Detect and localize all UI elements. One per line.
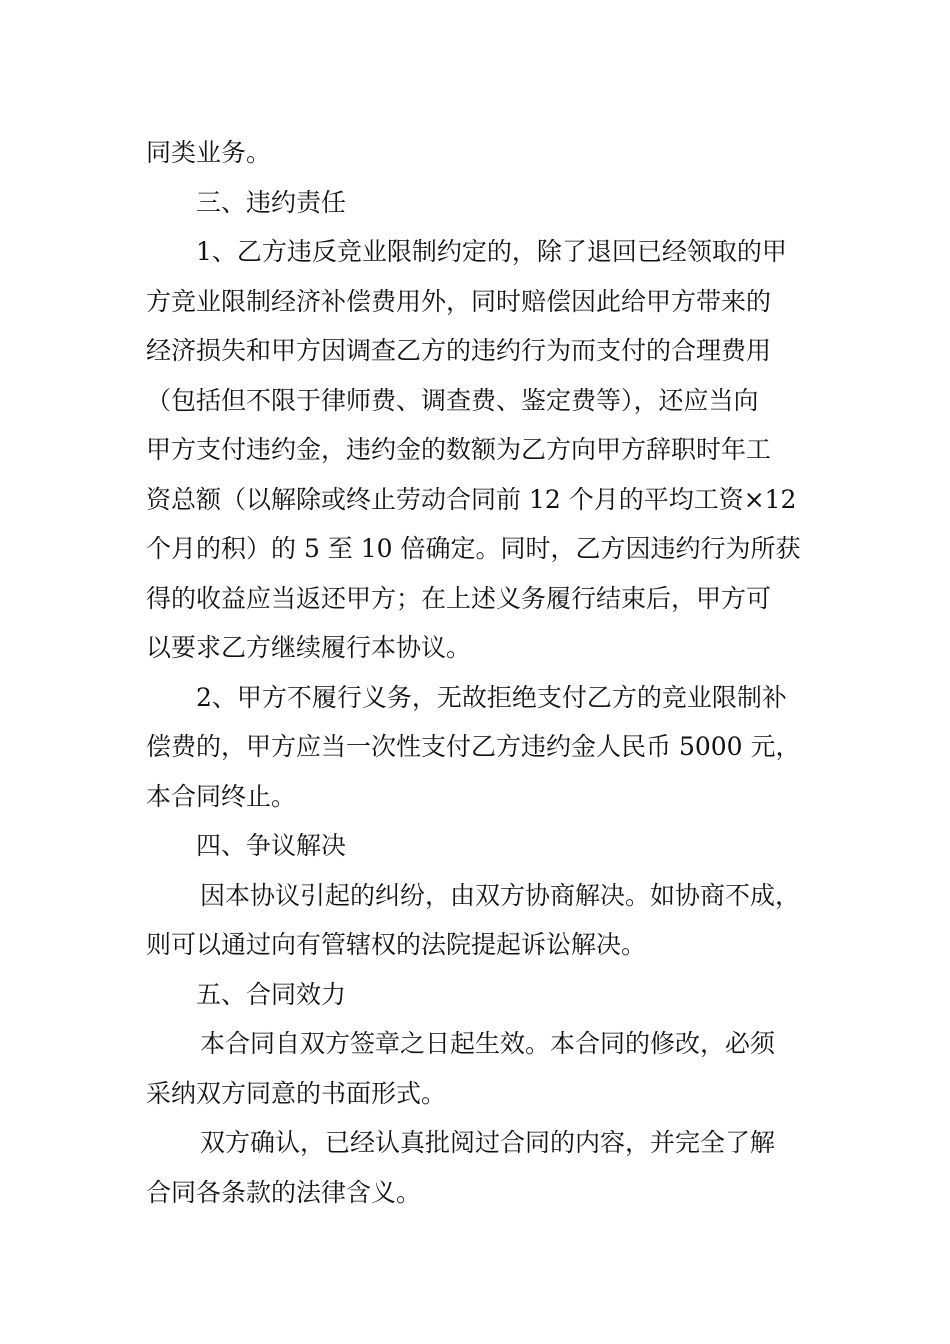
text-line: 资总额（以解除或终止劳动合同前 12 个月的平均工资×12 [146, 484, 797, 514]
text-line: 双方确认，已经认真批阅过合同的内容，并完全了解 [200, 1128, 776, 1157]
text-line: 方竞业限制经济补偿费用外，同时赔偿因此给甲方带来的 [146, 286, 772, 316]
text-line: 甲方支付违约金，违约金的数额为乙方向甲方辞职时年工 [146, 435, 772, 464]
text-line: 1、乙方违反竞业限制约定的，除了退回已经领取的甲 [196, 237, 787, 266]
text-line: 本合同终止。 [146, 781, 297, 811]
text-line: 个月的积）的 5 至 10 倍确定。同时，乙方因违约行为所获 [146, 534, 801, 563]
text-line: 得的收益应当返还甲方；在上述义务履行结束后，甲方可 [146, 583, 772, 613]
text-line: 则可以通过向有管辖权的法院提起诉讼解决。 [146, 930, 647, 959]
text-line: 以要求乙方继续履行本协议。 [146, 633, 472, 662]
text-line: （包括但不限于律师费、调查费、鉴定费等），还应当向 [146, 385, 759, 415]
text-line: 因本协议引起的纠纷，由双方协商解决。如协商不成， [200, 880, 801, 910]
text-line: 合同各条款的法律含义。 [146, 1177, 422, 1207]
text-line: 本合同自双方签章之日起生效。本合同的修改，必须 [200, 1029, 776, 1058]
text-line: 2、甲方不履行义务，无故拒绝支付乙方的竞业限制补 [196, 682, 787, 712]
text-line: 偿费的，甲方应当一次性支付乙方违约金人民币 5000 元， [146, 732, 801, 761]
section-heading-dispute-resolution: 四、争议解决 [196, 831, 347, 860]
text-line: 经济损失和甲方因调查乙方的违约行为而支付的合理费用 [146, 336, 772, 365]
text-line: 同类业务。 [146, 138, 272, 167]
section-heading-breach-liability: 三、违约责任 [196, 187, 347, 217]
document-body [146, 128, 826, 1217]
text-line: 采纳双方同意的书面形式。 [146, 1078, 447, 1108]
section-heading-contract-validity: 五、合同效力 [196, 979, 347, 1009]
